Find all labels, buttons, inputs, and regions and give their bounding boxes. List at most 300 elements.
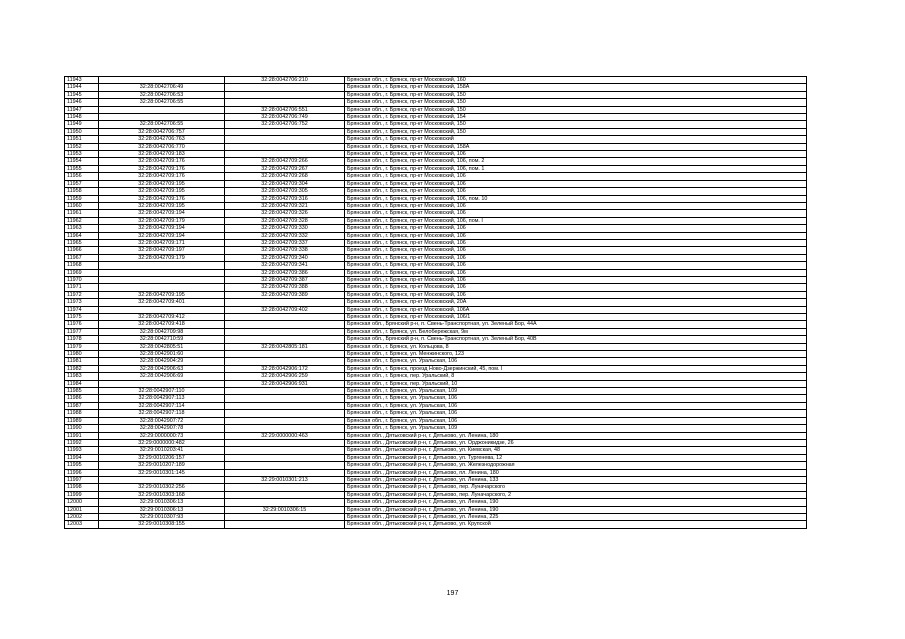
building-cadastral-cell <box>225 425 345 432</box>
building-cadastral-cell <box>225 439 345 446</box>
land-parcel-cadastral-cell: 32:28:0042706:763 <box>99 136 225 143</box>
row-number-cell: 11944 <box>65 84 99 91</box>
building-cadastral-cell: 32:28:0042906:259 <box>225 373 345 380</box>
building-cadastral-cell: 32:28:0042709:332 <box>225 232 345 239</box>
land-parcel-cadastral-cell: 32:28:0042709:179 <box>99 217 225 224</box>
land-parcel-cadastral-cell: 32:28:0042709:171 <box>99 239 225 246</box>
building-cadastral-cell: 32:28:0042709:326 <box>225 210 345 217</box>
land-parcel-cadastral-cell: 32:29:0010206:157 <box>99 454 225 461</box>
address-cell: Брянская обл., г. Брянск, пр-кт Московский, 158А <box>345 84 807 91</box>
table-row <box>65 373 807 380</box>
land-parcel-cadastral-cell <box>99 77 225 84</box>
land-parcel-cadastral-cell <box>99 476 225 483</box>
table-row <box>65 225 807 232</box>
building-cadastral-cell <box>225 351 345 358</box>
building-cadastral-cell: 32:28:0042709:386 <box>225 269 345 276</box>
land-parcel-cadastral-cell: 32:28:0042709:195 <box>99 188 225 195</box>
table-row <box>65 299 807 306</box>
table-row <box>65 77 807 84</box>
row-number-cell: 11977 <box>65 328 99 335</box>
row-number-cell: 12001 <box>65 506 99 513</box>
building-cadastral-cell: 32:28:0042706:752 <box>225 121 345 128</box>
land-parcel-cadastral-cell: 32:29:0010306:13 <box>99 506 225 513</box>
row-number-cell: 11986 <box>65 395 99 402</box>
building-cadastral-cell <box>225 91 345 98</box>
row-number-cell: 11969 <box>65 269 99 276</box>
building-cadastral-cell: 32:28:0042709:305 <box>225 188 345 195</box>
building-cadastral-cell: 32:28:0042709:268 <box>225 173 345 180</box>
row-number-cell: 11951 <box>65 136 99 143</box>
building-cadastral-cell <box>225 521 345 528</box>
building-cadastral-cell: 32:29:0010306:15 <box>225 506 345 513</box>
land-parcel-cadastral-cell: 32:28:0042709:197 <box>99 247 225 254</box>
building-cadastral-cell <box>225 151 345 158</box>
building-cadastral-cell <box>225 314 345 321</box>
table-row <box>65 402 807 409</box>
building-cadastral-cell <box>225 336 345 343</box>
table-row <box>65 136 807 143</box>
table-row <box>65 506 807 513</box>
table-row <box>65 284 807 291</box>
address-cell: Брянская обл., Дятьковский р-н, г. Дятьково, пл. Ленина, 180 <box>345 469 807 476</box>
building-cadastral-cell: 32:28:0042709:340 <box>225 254 345 261</box>
address-cell: Брянская обл., г. Брянск, ул. Уральская, 109 <box>345 388 807 395</box>
table-row <box>65 84 807 91</box>
address-cell: Брянская обл., Дятьковский р-н, г. Дятьково, ул. Ленина, 133 <box>345 476 807 483</box>
table-row <box>65 513 807 520</box>
land-parcel-cadastral-cell: 32:29:0000000:482 <box>99 439 225 446</box>
building-cadastral-cell <box>225 402 345 409</box>
row-number-cell: 11968 <box>65 262 99 269</box>
address-cell: Брянская обл., г. Брянск, пр-кт Московский, 106 <box>345 291 807 298</box>
table-row <box>65 365 807 372</box>
address-cell: Брянская обл., г. Брянск, пр-кт Московский, 106 <box>345 202 807 209</box>
table-row <box>65 462 807 469</box>
row-number-cell: 11985 <box>65 388 99 395</box>
row-number-cell: 11952 <box>65 143 99 150</box>
land-parcel-cadastral-cell <box>99 276 225 283</box>
table-row <box>65 269 807 276</box>
row-number-cell: 12003 <box>65 521 99 528</box>
land-parcel-cadastral-cell: 32:28:0042709:179 <box>99 254 225 261</box>
address-cell: Брянская обл., г. Брянск, пр-кт Московский, 106 <box>345 210 807 217</box>
building-cadastral-cell <box>225 84 345 91</box>
address-cell: Брянская обл., г. Брянск, ул. Кольцова, 8 <box>345 343 807 350</box>
address-cell: Брянская обл., г. Брянск, пр-кт Московский, 106 <box>345 247 807 254</box>
row-number-cell: 11960 <box>65 202 99 209</box>
row-number-cell: 11989 <box>65 417 99 424</box>
row-number-cell: 11943 <box>65 77 99 84</box>
address-cell: Брянская обл., г. Брянск, пр-кт Московский, 106/1 <box>345 314 807 321</box>
table-row <box>65 328 807 335</box>
address-cell: Брянская обл., г. Брянск, пр-кт Московский, 150 <box>345 99 807 106</box>
land-parcel-cadastral-cell: 32:28:0042709:195 <box>99 202 225 209</box>
table-row <box>65 180 807 187</box>
table-row <box>65 158 807 165</box>
building-cadastral-cell <box>225 321 345 328</box>
building-cadastral-cell <box>225 417 345 424</box>
row-number-cell: 11999 <box>65 491 99 498</box>
building-cadastral-cell: 32:28:0042709:328 <box>225 217 345 224</box>
row-number-cell: 11975 <box>65 314 99 321</box>
land-parcel-cadastral-cell: 32:28:0042709:194 <box>99 232 225 239</box>
table-row <box>65 491 807 498</box>
land-parcel-cadastral-cell: 32:28:0042906:69 <box>99 373 225 380</box>
land-parcel-cadastral-cell: 32:28:0042710:59 <box>99 336 225 343</box>
building-cadastral-cell <box>225 484 345 491</box>
row-number-cell: 11957 <box>65 180 99 187</box>
land-parcel-cadastral-cell: 32:28:0042706:55 <box>99 99 225 106</box>
address-cell: Брянская обл., г. Брянск, ул. Уральская, 106 <box>345 410 807 417</box>
building-cadastral-cell: 32:28:0042709:338 <box>225 247 345 254</box>
building-cadastral-cell <box>225 410 345 417</box>
building-cadastral-cell: 32:28:0042709:387 <box>225 276 345 283</box>
table-row <box>65 188 807 195</box>
page-number: 197 <box>446 590 459 597</box>
row-number-cell: 11997 <box>65 476 99 483</box>
table-row <box>65 380 807 387</box>
address-cell: Брянская обл., г. Брянск, пр-кт Московский, 106 <box>345 151 807 158</box>
row-number-cell: 11945 <box>65 91 99 98</box>
land-parcel-cadastral-cell: 32:28:0042706:55 <box>99 121 225 128</box>
address-cell: Брянская обл., Дятьковский р-н, г. Дятьково, ул. Ленина, 225 <box>345 513 807 520</box>
address-cell: Брянская обл., г. Брянск, ул. Менжинского, 123 <box>345 351 807 358</box>
building-cadastral-cell <box>225 491 345 498</box>
address-cell: Брянская обл., г. Брянск, пр-кт Московский, 106 <box>345 225 807 232</box>
land-parcel-cadastral-cell: 32:28:0042907:72 <box>99 417 225 424</box>
address-cell: Брянская обл., г. Брянск, пр-кт Московский, 150 <box>345 121 807 128</box>
row-number-cell: 11978 <box>65 336 99 343</box>
table-row <box>65 114 807 121</box>
building-cadastral-cell: 32:28:0042709:266 <box>225 158 345 165</box>
address-cell: Брянская обл., Дятьковский р-н, г. Дятьково, ул. Киевская, 48 <box>345 447 807 454</box>
row-number-cell: 11991 <box>65 432 99 439</box>
building-cadastral-cell: 32:28:0042709:330 <box>225 225 345 232</box>
land-parcel-cadastral-cell: 32:28:0042907:113 <box>99 395 225 402</box>
row-number-cell: 11949 <box>65 121 99 128</box>
building-cadastral-cell: 32:29:0010301:213 <box>225 476 345 483</box>
address-cell: Брянская обл., г. Брянск, пр-кт Московский, 160 <box>345 77 807 84</box>
table-row <box>65 210 807 217</box>
land-parcel-cadastral-cell <box>99 262 225 269</box>
row-number-cell: 11961 <box>65 210 99 217</box>
land-parcel-cadastral-cell <box>99 106 225 113</box>
row-number-cell: 11959 <box>65 195 99 202</box>
table-row <box>65 173 807 180</box>
table-row <box>65 254 807 261</box>
table-row <box>65 395 807 402</box>
address-cell: Брянская обл., г. Брянск, проезд Ново-Дзержинский, 45, пом. I <box>345 365 807 372</box>
address-cell: Брянская обл., г. Брянск, ул. Уральская, 106 <box>345 402 807 409</box>
row-number-cell: 11953 <box>65 151 99 158</box>
table-row <box>65 165 807 172</box>
address-cell: Брянская обл., г. Брянск, пр-кт Московский, 106А <box>345 306 807 313</box>
row-number-cell: 11993 <box>65 447 99 454</box>
table-row <box>65 410 807 417</box>
table-row <box>65 499 807 506</box>
table-row <box>65 469 807 476</box>
row-number-cell: 11971 <box>65 284 99 291</box>
land-parcel-cadastral-cell: 32:28:0042907:118 <box>99 410 225 417</box>
table-row <box>65 291 807 298</box>
land-parcel-cadastral-cell: 32:28:0042706:770 <box>99 143 225 150</box>
building-cadastral-cell: 32:28:0042906:172 <box>225 365 345 372</box>
land-parcel-cadastral-cell: 32:29:0010301:145 <box>99 469 225 476</box>
row-number-cell: 11984 <box>65 380 99 387</box>
building-cadastral-cell: 32:28:0042709:337 <box>225 239 345 246</box>
building-cadastral-cell: 32:28:0042709:304 <box>225 180 345 187</box>
land-parcel-cadastral-cell: 32:28:0042709:195 <box>99 180 225 187</box>
row-number-cell: 11990 <box>65 425 99 432</box>
land-parcel-cadastral-cell <box>99 114 225 121</box>
table-row <box>65 128 807 135</box>
building-cadastral-cell <box>225 447 345 454</box>
land-parcel-cadastral-cell: 32:28:0042709:176 <box>99 165 225 172</box>
table-row <box>65 306 807 313</box>
address-cell: Брянская обл., г. Брянск, пр-кт Московский, 106 <box>345 284 807 291</box>
land-parcel-cadastral-cell: 32:29:0010303:168 <box>99 491 225 498</box>
table-row <box>65 425 807 432</box>
building-cadastral-cell: 32:28:0042805:181 <box>225 343 345 350</box>
address-cell: Брянская обл., г. Брянск, пр-кт Московский, 106, пом. 2 <box>345 158 807 165</box>
land-parcel-cadastral-cell: 32:28:0042709:194 <box>99 210 225 217</box>
table-row <box>65 151 807 158</box>
row-number-cell: 11981 <box>65 358 99 365</box>
table-row <box>65 262 807 269</box>
row-number-cell: 11983 <box>65 373 99 380</box>
address-cell: Брянская обл., г. Брянск, ул. Уральская, 106 <box>345 417 807 424</box>
building-cadastral-cell: 32:28:0042706:551 <box>225 106 345 113</box>
land-parcel-cadastral-cell: 32:28:0042709:195 <box>99 291 225 298</box>
row-number-cell: 11965 <box>65 239 99 246</box>
building-cadastral-cell <box>225 388 345 395</box>
table-row <box>65 417 807 424</box>
row-number-cell: 11976 <box>65 321 99 328</box>
address-cell: Брянская обл., Дятьковский р-н, г. Дятьково, ул. Ленина, 190 <box>345 506 807 513</box>
building-cadastral-cell: 32:28:0042906:931 <box>225 380 345 387</box>
row-number-cell: 11947 <box>65 106 99 113</box>
row-number-cell: 12002 <box>65 513 99 520</box>
address-cell: Брянская обл., г. Брянск, пр-кт Московский, 20А <box>345 299 807 306</box>
address-cell: Брянская обл., г. Брянск, пр-кт Московский, 158А <box>345 143 807 150</box>
land-parcel-cadastral-cell: 32:29:0010203:41 <box>99 447 225 454</box>
land-parcel-cadastral-cell: 32:28:0042904:29 <box>99 358 225 365</box>
address-cell: Брянская обл., г. Брянск, пер. Уральский, 8 <box>345 373 807 380</box>
table-row <box>65 232 807 239</box>
table-row <box>65 91 807 98</box>
building-cadastral-cell: 32:28:0042709:321 <box>225 202 345 209</box>
land-parcel-cadastral-cell: 32:28:0042709:194 <box>99 225 225 232</box>
row-number-cell: 11988 <box>65 410 99 417</box>
row-number-cell: 11966 <box>65 247 99 254</box>
address-cell: Брянская обл., г. Брянск, пр-кт Московский, 106, пом. I <box>345 217 807 224</box>
table-row <box>65 202 807 209</box>
land-parcel-cadastral-cell <box>99 269 225 276</box>
land-parcel-cadastral-cell: 32:29:0010207:189 <box>99 462 225 469</box>
table-row <box>65 358 807 365</box>
land-parcel-cadastral-cell: 32:28:0042906:63 <box>99 365 225 372</box>
row-number-cell: 11967 <box>65 254 99 261</box>
land-parcel-cadastral-cell: 32:28:0042901:60 <box>99 351 225 358</box>
row-number-cell: 11979 <box>65 343 99 350</box>
building-cadastral-cell <box>225 328 345 335</box>
land-parcel-cadastral-cell <box>99 284 225 291</box>
row-number-cell: 11954 <box>65 158 99 165</box>
table-row <box>65 121 807 128</box>
address-cell: Брянская обл., г. Брянск, пр-кт Московский, 106 <box>345 180 807 187</box>
table-row <box>65 439 807 446</box>
building-cadastral-cell: 32:28:0042709:316 <box>225 195 345 202</box>
row-number-cell: 11948 <box>65 114 99 121</box>
land-parcel-cadastral-cell: 32:28:0042709:412 <box>99 314 225 321</box>
land-parcel-cadastral-cell: 32:28:0042709:183 <box>99 151 225 158</box>
land-parcel-cadastral-cell: 32:28:0042709:418 <box>99 321 225 328</box>
land-parcel-cadastral-cell: 32:28:0042907:114 <box>99 402 225 409</box>
table-row <box>65 247 807 254</box>
row-number-cell: 11963 <box>65 225 99 232</box>
address-cell: Брянская обл., г. Брянск, пр-кт Московский, 106 <box>345 188 807 195</box>
address-cell: Брянская обл., г. Брянск, пр-кт Московский, 106 <box>345 239 807 246</box>
building-cadastral-cell: 32:28:0042709:402 <box>225 306 345 313</box>
building-cadastral-cell <box>225 462 345 469</box>
row-number-cell: 11998 <box>65 484 99 491</box>
row-number-cell: 11987 <box>65 402 99 409</box>
table-row <box>65 484 807 491</box>
land-parcel-cadastral-cell: 32:28:0042907:110 <box>99 388 225 395</box>
building-cadastral-cell <box>225 454 345 461</box>
address-cell: Брянская обл., г. Брянск, пр-кт Московский, 150 <box>345 91 807 98</box>
building-cadastral-cell: 32:28:0042709:341 <box>225 262 345 269</box>
address-cell: Брянская обл., Дятьковский р-н, г. Дятьково, ул. Железнодорожная <box>345 462 807 469</box>
building-cadastral-cell <box>225 128 345 135</box>
land-parcel-cadastral-cell: 32:29:0010302:256 <box>99 484 225 491</box>
building-cadastral-cell <box>225 143 345 150</box>
address-cell: Брянская обл., г. Брянск, ул. Уральская, 106 <box>345 395 807 402</box>
building-cadastral-cell: 32:29:0000000:463 <box>225 432 345 439</box>
table-row <box>65 276 807 283</box>
land-parcel-cadastral-cell: 32:29:0010308:155 <box>99 521 225 528</box>
row-number-cell: 12000 <box>65 499 99 506</box>
address-cell: Брянская обл., Дятьковский р-н, г. Дятьково, ул. Ленина, 190 <box>345 499 807 506</box>
table-row <box>65 195 807 202</box>
address-cell: Брянская обл., Брянский р-н, п. Свень-Транспортная, ул. Зеленый Бор, 40В <box>345 336 807 343</box>
land-parcel-cadastral-cell: 32:28:0042907:78 <box>99 425 225 432</box>
building-cadastral-cell <box>225 513 345 520</box>
land-parcel-cadastral-cell: 32:29:0010307:93 <box>99 513 225 520</box>
address-cell: Брянская обл., Дятьковский р-н, г. Дятьково, ул. Тургенева, 12 <box>345 454 807 461</box>
address-cell: Брянская обл., г. Брянск, пр-кт Московский, 150 <box>345 128 807 135</box>
building-cadastral-cell <box>225 136 345 143</box>
address-cell: Брянская обл., г. Брянск, пр-кт Московский <box>345 136 807 143</box>
cadastral-register-table <box>64 76 807 529</box>
building-cadastral-cell <box>225 499 345 506</box>
building-cadastral-cell <box>225 99 345 106</box>
building-cadastral-cell <box>225 358 345 365</box>
building-cadastral-cell: 32:28:0042706:210 <box>225 77 345 84</box>
building-cadastral-cell: 32:28:0042709:389 <box>225 291 345 298</box>
row-number-cell: 11980 <box>65 351 99 358</box>
table-row <box>65 521 807 528</box>
address-cell: Брянская обл., г. Брянск, пр-кт Московский, 150 <box>345 106 807 113</box>
row-number-cell: 11992 <box>65 439 99 446</box>
table-row <box>65 351 807 358</box>
table-row <box>65 432 807 439</box>
building-cadastral-cell <box>225 395 345 402</box>
building-cadastral-cell <box>225 469 345 476</box>
address-cell: Брянская обл., г. Брянск, ул. Уральская, 109 <box>345 425 807 432</box>
land-parcel-cadastral-cell: 32:29:0000000:73 <box>99 432 225 439</box>
address-cell: Брянская обл., г. Брянск, пр-кт Московский, 106 <box>345 232 807 239</box>
land-parcel-cadastral-cell: 32:28:0042709:176 <box>99 195 225 202</box>
land-parcel-cadastral-cell: 32:28:0042706:757 <box>99 128 225 135</box>
row-number-cell: 11962 <box>65 217 99 224</box>
table-row <box>65 321 807 328</box>
address-cell: Брянская обл., г. Брянск, пр-кт Московский, 154 <box>345 114 807 121</box>
address-cell: Брянская обл., г. Брянск, пр-кт Московский, 106, пом. 1 <box>345 165 807 172</box>
table-row <box>65 336 807 343</box>
table-row <box>65 343 807 350</box>
table-row <box>65 143 807 150</box>
building-cadastral-cell: 32:28:0042709:388 <box>225 284 345 291</box>
row-number-cell: 11964 <box>65 232 99 239</box>
land-parcel-cadastral-cell: 32:28:0042706:53 <box>99 91 225 98</box>
row-number-cell: 11955 <box>65 165 99 172</box>
address-cell: Брянская обл., г. Брянск, пр-кт Московский, 106 <box>345 254 807 261</box>
address-cell: Брянская обл., г. Брянск, пер. Уральский, 10 <box>345 380 807 387</box>
address-cell: Брянская обл., г. Брянск, пр-кт Московский, 106 <box>345 262 807 269</box>
table-row <box>65 447 807 454</box>
land-parcel-cadastral-cell: 32:28:0042709:176 <box>99 173 225 180</box>
table-row <box>65 99 807 106</box>
table-row <box>65 388 807 395</box>
table-row <box>65 454 807 461</box>
building-cadastral-cell: 32:28:0042709:267 <box>225 165 345 172</box>
table-row <box>65 106 807 113</box>
row-number-cell: 11970 <box>65 276 99 283</box>
address-cell: Брянская обл., Брянский р-н, п. Свень-Транспортная, ул. Зеленый Бор, 44А <box>345 321 807 328</box>
land-parcel-cadastral-cell: 32:28:0042706:49 <box>99 84 225 91</box>
row-number-cell: 11995 <box>65 462 99 469</box>
land-parcel-cadastral-cell: 32:28:0042709:176 <box>99 158 225 165</box>
address-cell: Брянская обл., Дятьковский р-н, г. Дятьково, ул. Орджоникидзе, 26 <box>345 439 807 446</box>
row-number-cell: 11946 <box>65 99 99 106</box>
address-cell: Брянская обл., г. Брянск, ул. Белобережская, 9м <box>345 328 807 335</box>
land-parcel-cadastral-cell <box>99 306 225 313</box>
table-row <box>65 476 807 483</box>
land-parcel-cadastral-cell: 32:28:0042805:51 <box>99 343 225 350</box>
address-cell: Брянская обл., Дятьковский р-н, г. Дятьково, ул. Ленина, 180 <box>345 432 807 439</box>
address-cell: Брянская обл., г. Брянск, пр-кт Московский, 106 <box>345 276 807 283</box>
row-number-cell: 11973 <box>65 299 99 306</box>
row-number-cell: 11958 <box>65 188 99 195</box>
address-cell: Брянская обл., г. Брянск, ул. Уральская, 106 <box>345 358 807 365</box>
row-number-cell: 11996 <box>65 469 99 476</box>
land-parcel-cadastral-cell <box>99 380 225 387</box>
address-cell: Брянская обл., г. Брянск, пр-кт Московский, 106 <box>345 173 807 180</box>
row-number-cell: 11950 <box>65 128 99 135</box>
land-parcel-cadastral-cell: 32:29:0010306:13 <box>99 499 225 506</box>
building-cadastral-cell: 32:28:0042706:749 <box>225 114 345 121</box>
row-number-cell: 11982 <box>65 365 99 372</box>
address-cell: Брянская обл., Дятьковский р-н, г. Дятьково, пер. Луначарского <box>345 484 807 491</box>
address-cell: Брянская обл., г. Брянск, пр-кт Московский, 106, пом. 10 <box>345 195 807 202</box>
land-parcel-cadastral-cell: 32:28:0042709:401 <box>99 299 225 306</box>
row-number-cell: 11972 <box>65 291 99 298</box>
table-row <box>65 239 807 246</box>
table-row <box>65 217 807 224</box>
land-parcel-cadastral-cell: 32:28:0042709:98 <box>99 328 225 335</box>
address-cell: Брянская обл., Дятьковский р-н, г. Дятьково, ул. Крупской <box>345 521 807 528</box>
